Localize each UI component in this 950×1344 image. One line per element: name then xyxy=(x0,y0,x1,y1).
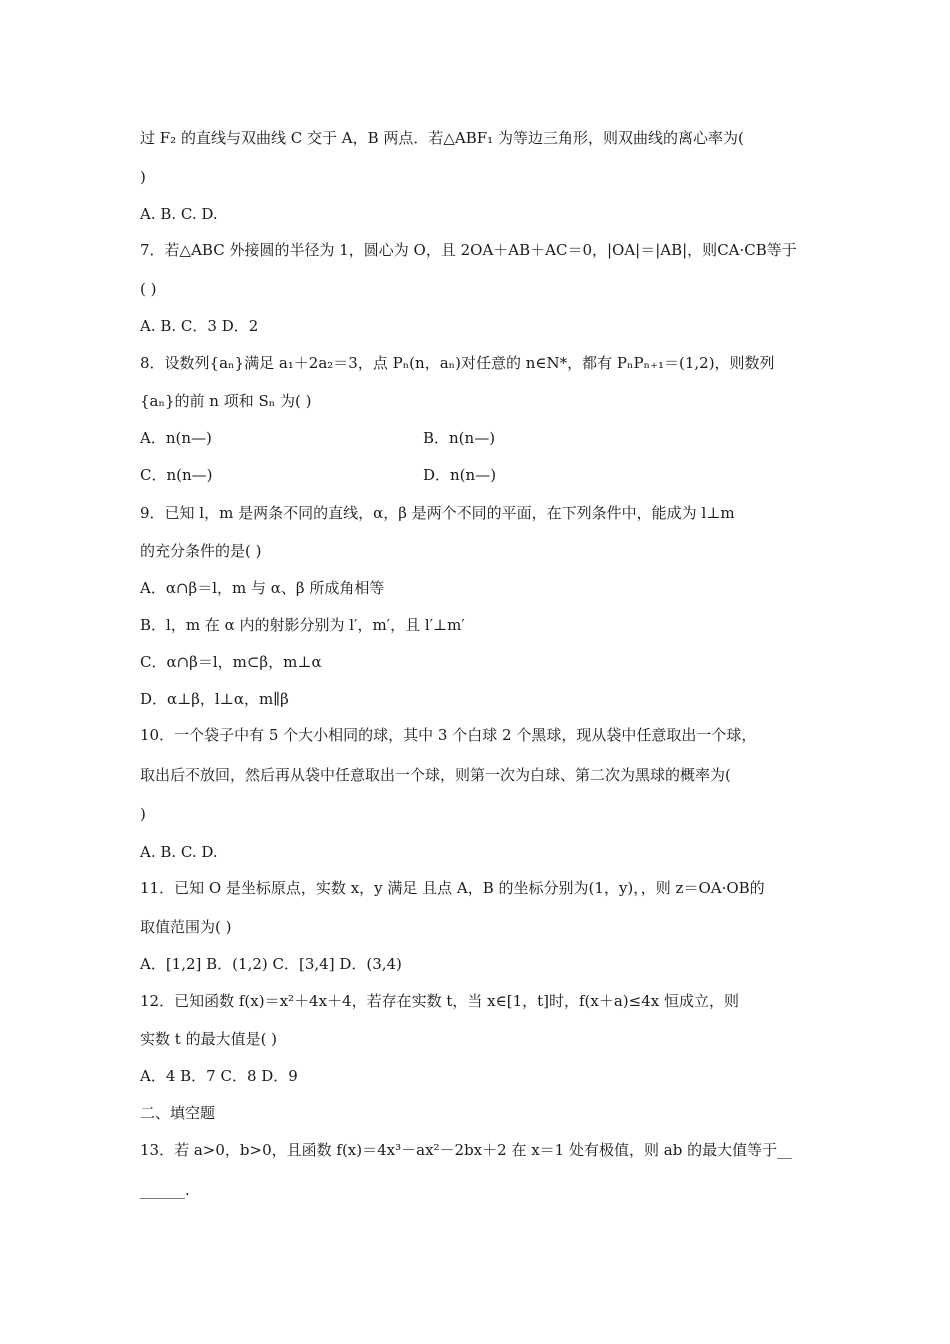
q8-text-line-2: {aₙ}的前 n 项和 Sₙ 为( ) xyxy=(140,392,312,410)
q8-text-line-1: 8．设数列{aₙ}满足 a₁＋2a₂＝3，点 Pₙ(n，aₙ)对任意的 n∈N*，都有 PₙPₙ₊₁＝(1,2)，则数列 xyxy=(140,354,775,372)
q10-text-line-3: ) xyxy=(140,805,146,823)
q8-option-c: C．n(n—) xyxy=(140,466,213,484)
q12-options: A．4 B．7 C．8 D．9 xyxy=(140,1067,298,1085)
q9-option-b: B．l，m 在 α 内的射影分别为 l′，m′，且 l′⊥m′ xyxy=(140,616,465,634)
q6-text-line-2: ) xyxy=(140,168,146,186)
q10-text-line-2: 取出后不放回，然后再从袋中任意取出一个球，则第一次为白球、第二次为黑球的概率为( xyxy=(140,766,731,784)
q8-option-a: A．n(n—) xyxy=(140,429,212,447)
q6-options: A. B. C. D. xyxy=(140,205,218,223)
q8-option-d: D．n(n—) xyxy=(423,466,497,484)
q8-option-b: B．n(n—) xyxy=(423,429,496,447)
q9-option-d: D．α⊥β，l⊥α，m∥β xyxy=(140,690,289,708)
q8-options-row-2 xyxy=(140,465,820,485)
q7-text-line-1: 7．若△ABC 外接圆的半径为 1，圆心为 O，且 2OA＋AB＋AC＝0，|OA|＝|AB|，则CA·CB等于 xyxy=(140,241,797,259)
q10-text-line-1: 10．一个袋子中有 5 个大小相同的球，其中 3 个白球 2 个黑球，现从袋中任意取出一个球， xyxy=(140,726,757,744)
q7-text-line-2: ( ) xyxy=(140,280,157,298)
q10-options: A. B. C. D. xyxy=(140,843,218,861)
q12-text-line-1: 12．已知函数 f(x)＝x²＋4x＋4，若存在实数 t，当 x∈[1，t]时，f(x＋a)≤4x 恒成立，则 xyxy=(140,992,739,1010)
q8-options-row-1 xyxy=(140,428,820,448)
q9-option-c: C．α∩β＝l，m⊂β，m⊥α xyxy=(140,653,322,671)
q13-text-line-1: 13．若 a>0，b>0，且函数 f(x)＝4x³－ax²－2bx＋2 在 x＝1 处有极值，则 ab 的最大值等于__ xyxy=(140,1141,793,1159)
q6-text-line-1: 过 F₂ 的直线与双曲线 C 交于 A，B 两点．若△ABF₁ 为等边三角形，则双曲线的离心率为( xyxy=(140,129,744,147)
q13-text-line-2: ______. xyxy=(140,1181,190,1199)
q9-option-a: A．α∩β＝l，m 与 α、β 所成角相等 xyxy=(140,579,385,597)
q11-options: A．[1,2] B．(1,2) C．[3,4] D．(3,4) xyxy=(140,955,402,973)
q7-options: A. B. C．3 D．2 xyxy=(140,317,259,335)
q9-text-line-1: 9．已知 l，m 是两条不同的直线，α，β 是两个不同的平面，在下列条件中，能成为 l⊥m xyxy=(140,504,735,522)
q9-text-line-2: 的充分条件的是( ) xyxy=(140,542,262,560)
q12-text-line-2: 实数 t 的最大值是( ) xyxy=(140,1030,278,1048)
q11-text-line-1: 11．已知 O 是坐标原点，实数 x，y 满足 且点 A，B 的坐标分别为(1，y)，，则 z＝OA·OB的 xyxy=(140,879,765,897)
q11-text-line-2: 取值范围为( ) xyxy=(140,918,232,936)
section-heading-fill-in: 二、填空题 xyxy=(140,1104,216,1122)
